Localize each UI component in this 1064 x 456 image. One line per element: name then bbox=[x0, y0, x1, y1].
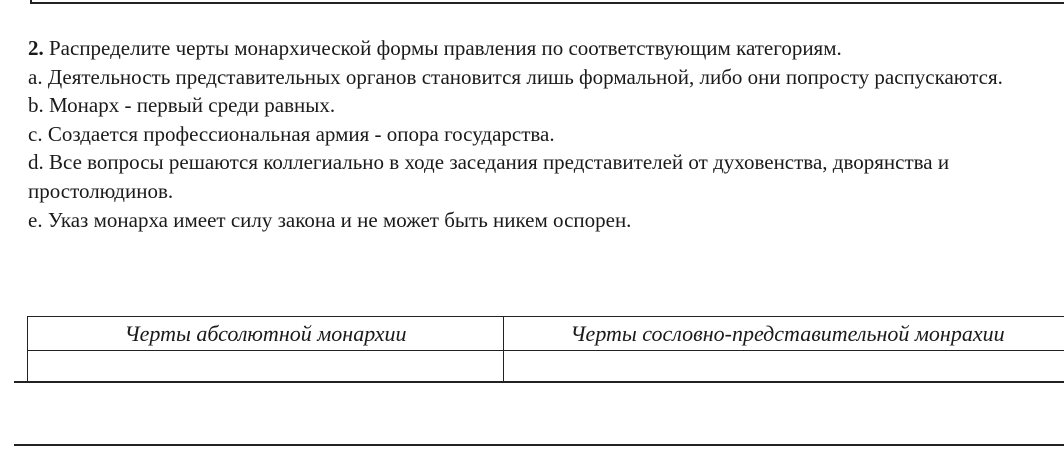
task-text bbox=[28, 34, 1028, 234]
table-header-row bbox=[28, 317, 1064, 351]
task-number: 2. bbox=[28, 36, 44, 60]
divider-line-bottom bbox=[14, 444, 1064, 446]
divider-line bbox=[14, 381, 1064, 383]
option-e: e. Указ монарха имеет силу закона и не может быть никем оспорен. bbox=[28, 207, 632, 232]
top-border bbox=[30, 0, 1064, 4]
answer-cell-estate[interactable] bbox=[504, 351, 1064, 383]
task-intro-text: Распределите черты монархической формы правления по соответствующим категориям. bbox=[49, 36, 842, 60]
option-a: a. Деятельность представительных органов становится лишь формальной, либо они попросту распускаются. bbox=[28, 64, 1003, 89]
task-intro bbox=[28, 34, 1028, 63]
option-c: c. Создается профессиональная армия - опора государства. bbox=[28, 121, 555, 146]
table-row bbox=[28, 351, 1064, 383]
header-estate-representative-monarchy: Черты сословно-представительной монрахии bbox=[504, 317, 1064, 351]
option-d: d. Все вопросы решаются коллегиально в ходе заседания представителей от духовенства, дворянства и простолюдинов. bbox=[28, 150, 950, 203]
option-b: b. Монарх - первый среди равных. bbox=[28, 93, 336, 118]
answer-cell-absolute[interactable] bbox=[28, 351, 504, 383]
header-absolute-monarchy: Черты абсолютной монархии bbox=[28, 317, 504, 351]
answer-table bbox=[27, 316, 1064, 383]
